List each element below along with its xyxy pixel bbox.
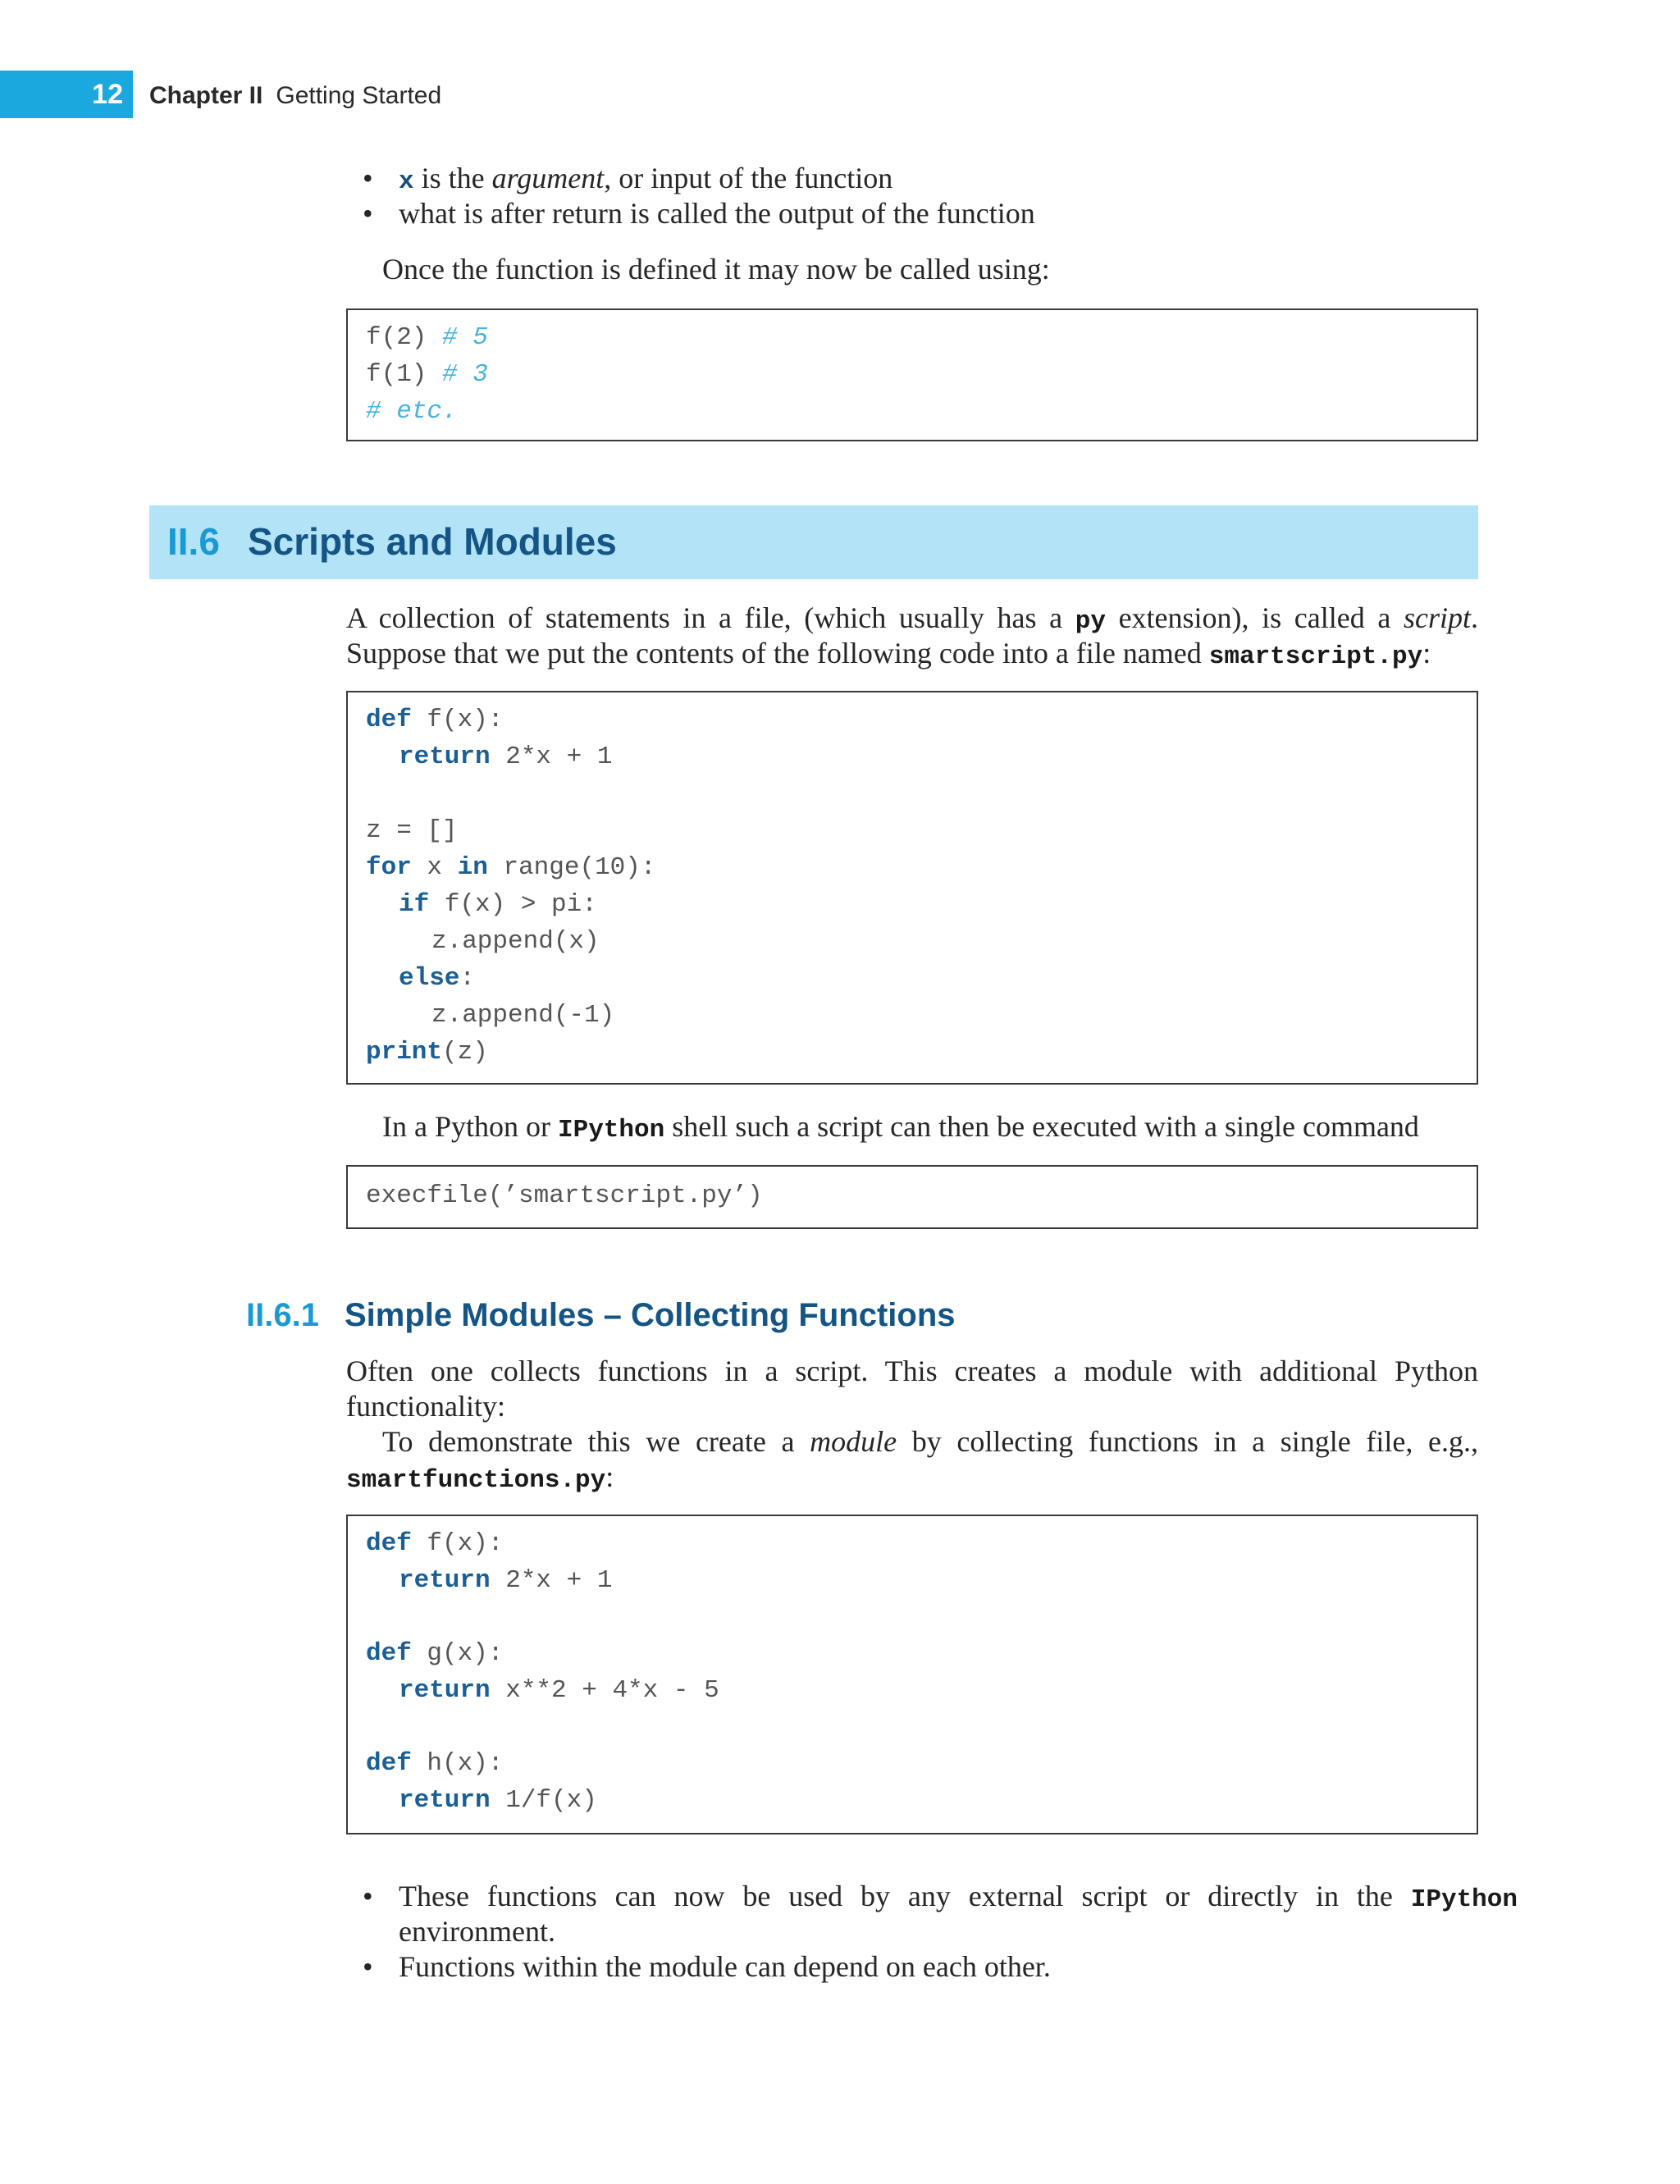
code-block bbox=[346, 1515, 1478, 1834]
code-line: z.append(x) bbox=[431, 927, 600, 956]
list-item: • what is after return is called the output of the function bbox=[399, 196, 1514, 231]
paragraph: To demonstrate this we create a module by collecting functions in a single file, e.g., bbox=[382, 1425, 1478, 1458]
paragraph: Often one collects functions in a script. This creates a module with additional Python bbox=[346, 1355, 1478, 1387]
list-item-continuation: environment. bbox=[399, 1915, 555, 1948]
paragraph: In a Python or IPython shell such a script can then be executed with a single command bbox=[382, 1110, 1419, 1145]
code-line: return 2*x + 1 bbox=[399, 742, 613, 771]
list-item: • Functions within the module can depend on each other. bbox=[399, 1949, 1514, 1985]
code-line: return 1/f(x) bbox=[399, 1786, 597, 1815]
code-line: execfile(’smartscript.py’) bbox=[366, 1181, 763, 1210]
code-block bbox=[346, 308, 1478, 441]
section-title: Scripts and Modules bbox=[248, 520, 617, 563]
section-number: II.6 bbox=[167, 520, 220, 563]
code-block bbox=[346, 691, 1478, 1085]
code-line: def f(x): bbox=[366, 706, 504, 734]
page-number-tab bbox=[0, 71, 133, 118]
code-line: for x in range(10): bbox=[366, 853, 656, 882]
paragraph: Suppose that we put the contents of the following code into a file named smartscript.py: bbox=[346, 637, 1431, 671]
code-line: z.append(-1) bbox=[431, 1001, 615, 1030]
subsection-title: Simple Modules – Collecting Functions bbox=[345, 1297, 956, 1333]
section-heading bbox=[149, 505, 1478, 579]
page-number: 12 bbox=[92, 79, 123, 110]
code-line: z = [] bbox=[366, 816, 458, 845]
subsection-number: II.6.1 bbox=[246, 1297, 319, 1333]
code-line: if f(x) > pi: bbox=[399, 890, 597, 919]
code-line: f(1) # 3 bbox=[366, 360, 488, 389]
code-block bbox=[346, 1165, 1478, 1229]
code-line: else: bbox=[399, 964, 476, 993]
paragraph: A collection of statements in a file, (which usually has a py extension), is called a script. bbox=[346, 601, 1478, 636]
code-line: def f(x): bbox=[366, 1529, 504, 1558]
chapter-title: Getting Started bbox=[276, 82, 442, 109]
code-line: def g(x): bbox=[366, 1639, 504, 1668]
list-item: • x is the argument, or input of the function bbox=[399, 161, 1514, 199]
code-line: return 2*x + 1 bbox=[399, 1566, 613, 1595]
paragraph: functionality: bbox=[346, 1390, 505, 1423]
code-line: # etc. bbox=[366, 397, 458, 426]
paragraph: smartfunctions.py: bbox=[346, 1460, 614, 1495]
list-item: • These functions can now be used by any external script or directly in the IPython bbox=[399, 1879, 1518, 1917]
chapter-label: Chapter II bbox=[149, 82, 263, 109]
running-head bbox=[149, 80, 441, 112]
paragraph: Once the function is defined it may now be called using: bbox=[382, 253, 1050, 286]
code-line: print(z) bbox=[366, 1038, 488, 1067]
code-line: def h(x): bbox=[366, 1749, 504, 1778]
code-line: f(2) # 5 bbox=[366, 323, 488, 352]
code-line: return x**2 + 4*x - 5 bbox=[399, 1676, 719, 1705]
